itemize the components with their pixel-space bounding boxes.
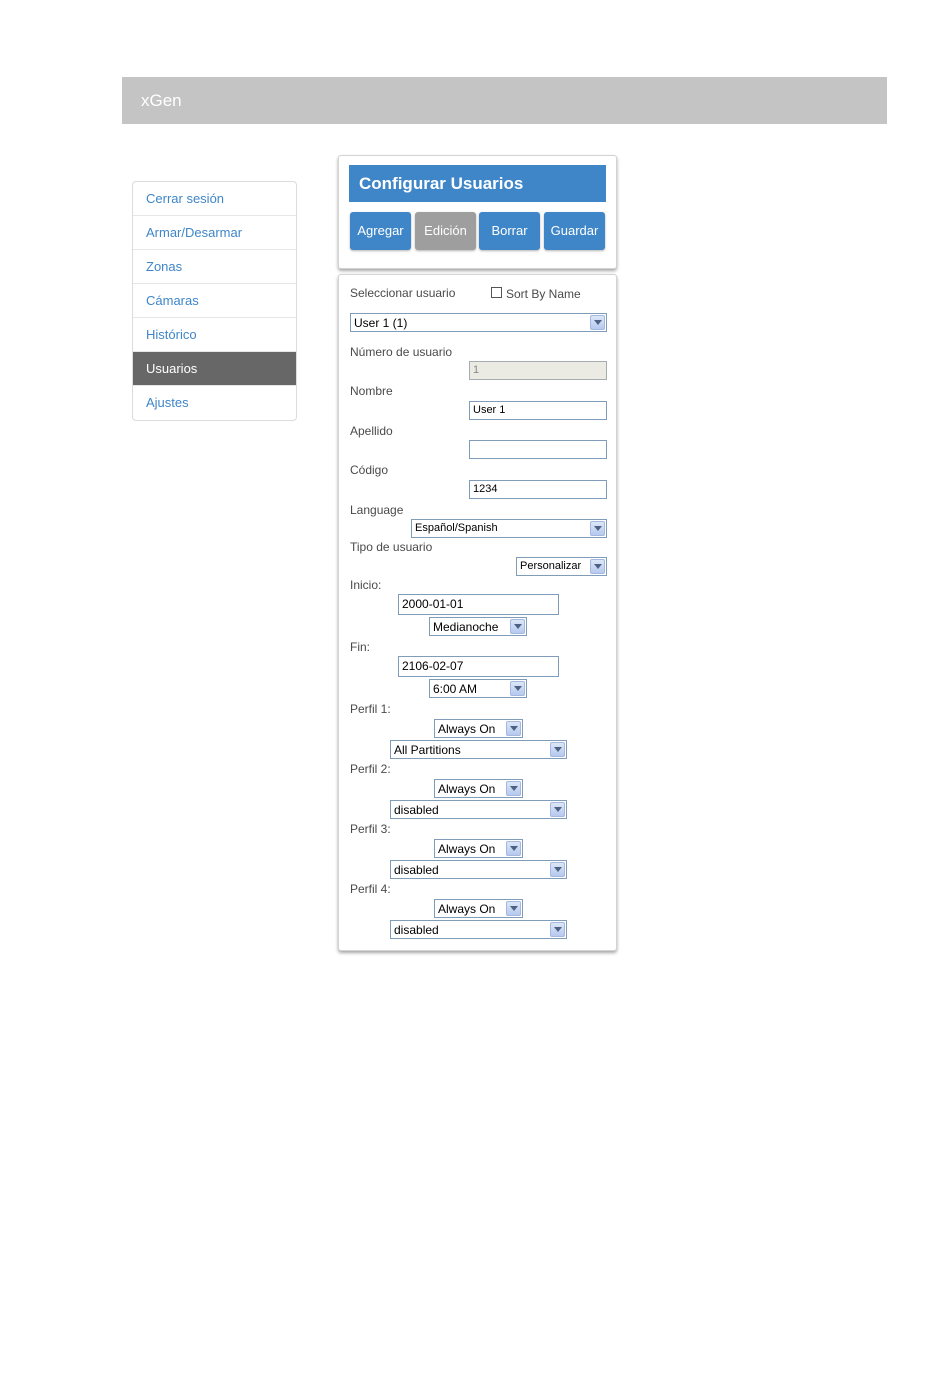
last-name-field[interactable]: [469, 440, 607, 459]
user-type-label: Tipo de usuario: [350, 540, 433, 554]
users-header-panel: [338, 155, 617, 269]
sidebar-item-ajustes[interactable]: Ajustes: [146, 395, 189, 410]
start-time-select[interactable]: [429, 617, 527, 636]
save-button[interactable]: Guardar: [544, 212, 605, 250]
user-select-value: User 1 (1): [354, 316, 408, 330]
profile-2-partition-select[interactable]: [390, 800, 567, 819]
sort-by-name-label: Sort By Name: [506, 287, 581, 301]
user-number-label: Número de usuario: [350, 345, 453, 359]
sidebar-item-historico[interactable]: Histórico: [133, 318, 296, 352]
chevron-down-icon: [506, 901, 521, 916]
user-select[interactable]: [350, 313, 607, 332]
page-title: Configurar Usuarios: [349, 165, 606, 202]
profile-4-partition-select[interactable]: [390, 920, 567, 939]
chevron-down-icon: [510, 681, 525, 696]
chevron-down-icon: [510, 619, 525, 634]
edit-button[interactable]: Edición: [415, 212, 476, 250]
profile-3-partition-value: disabled: [394, 863, 439, 877]
select-user-label: Seleccionar usuario: [350, 286, 456, 300]
chevron-down-icon: [590, 521, 605, 536]
profile-2-schedule-select[interactable]: [434, 779, 523, 798]
code-field[interactable]: 1234: [469, 480, 607, 499]
end-time-select[interactable]: [429, 679, 527, 698]
brand-logo: xGen: [141, 91, 182, 110]
first-name-field[interactable]: User 1: [469, 401, 607, 420]
chevron-down-icon: [550, 802, 565, 817]
end-time-select-value: 6:00 AM: [433, 682, 478, 696]
sidebar-item-camaras[interactable]: Cámaras: [133, 284, 296, 318]
chevron-down-icon: [506, 841, 521, 856]
sidebar-item-zonas[interactable]: Zonas: [133, 250, 296, 284]
profile-1-schedule-value: Always On: [438, 722, 496, 736]
first-name-label: Nombre: [350, 384, 393, 398]
profile-2-partition-value: disabled: [394, 803, 439, 817]
user-type-select[interactable]: [516, 557, 607, 576]
profile-1-schedule-select[interactable]: [434, 719, 523, 738]
start-date-field[interactable]: 2000-01-01: [398, 594, 559, 615]
chevron-down-icon: [550, 742, 565, 757]
sidebar-item-cerrar-sesion[interactable]: Cerrar sesión: [133, 182, 296, 216]
profile-1-partition-value: All Partitions: [394, 743, 461, 757]
sidebar-nav: [132, 181, 297, 421]
top-bar: [122, 77, 887, 124]
chevron-down-icon: [590, 315, 605, 330]
profile-4-schedule-select[interactable]: [434, 899, 523, 918]
chevron-down-icon: [506, 781, 521, 796]
profile-1-label: Perfil 1:: [350, 702, 391, 716]
start-time-select-value: Medianoche: [433, 620, 499, 634]
profile-3-label: Perfil 3:: [350, 822, 391, 836]
end-date-field[interactable]: 2106-02-07: [398, 656, 559, 677]
last-name-label: Apellido: [350, 424, 393, 438]
sidebar-item-armar-desarmar[interactable]: Armar/Desarmar: [133, 216, 296, 250]
chevron-down-icon: [550, 922, 565, 937]
language-label: Language: [350, 503, 404, 517]
language-select[interactable]: [411, 519, 607, 538]
start-label: Inicio:: [350, 578, 382, 592]
profile-3-partition-select[interactable]: [390, 860, 567, 879]
user-number-field: 1: [469, 361, 607, 380]
profile-3-schedule-value: Always On: [438, 842, 496, 856]
profile-4-schedule-value: Always On: [438, 902, 496, 916]
user-form-panel: [338, 274, 617, 951]
profile-3-schedule-select[interactable]: [434, 839, 523, 858]
user-type-select-value: Personalizar: [520, 560, 582, 572]
profile-4-partition-value: disabled: [394, 923, 439, 937]
sidebar-item-usuarios[interactable]: Usuarios: [133, 352, 296, 386]
profile-2-label: Perfil 2:: [350, 762, 391, 776]
profile-4-label: Perfil 4:: [350, 882, 391, 896]
code-label: Código: [350, 463, 389, 477]
add-button[interactable]: Agregar: [350, 212, 411, 250]
end-label: Fin:: [350, 640, 371, 654]
chevron-down-icon: [550, 862, 565, 877]
delete-button[interactable]: Borrar: [479, 212, 540, 250]
chevron-down-icon: [590, 559, 605, 574]
language-select-value: Español/Spanish: [415, 522, 498, 534]
sort-by-name-checkbox[interactable]: [491, 287, 502, 298]
chevron-down-icon: [506, 721, 521, 736]
profile-2-schedule-value: Always On: [438, 782, 496, 796]
profile-1-partition-select[interactable]: [390, 740, 567, 759]
